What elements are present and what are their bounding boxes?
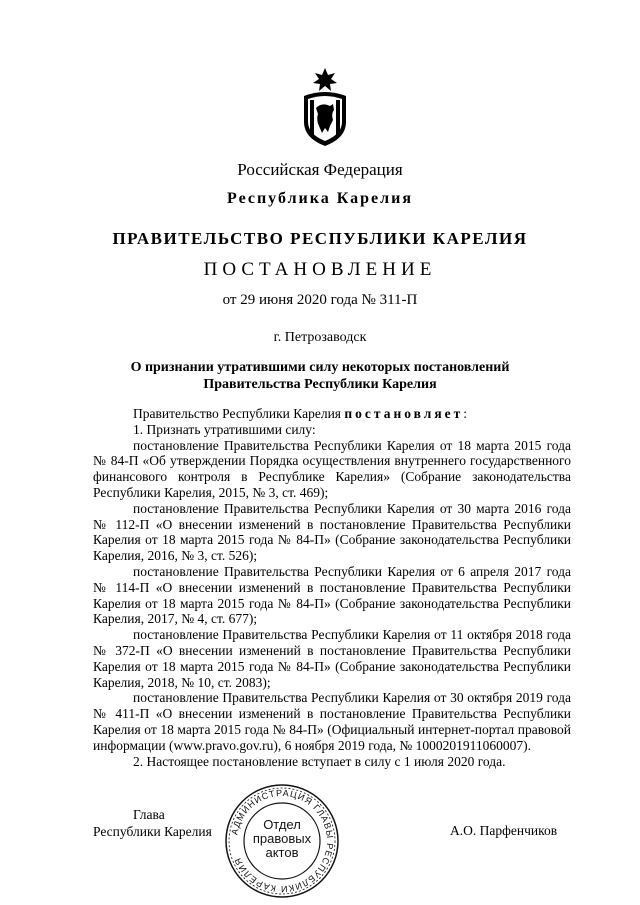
repealed-decree-paragraph: постановление Правительства Республики Карелия от 18 марта 2015 года № 84-П «Об утверждении Порядка осуществления внутреннего государственного финансового контроля в Республике Карелия» (Собрание законодательства Республики Карелия, 2015, № 3, ст. 469);: [93, 437, 571, 500]
coat-of-arms-emblem: [300, 66, 350, 148]
country-heading: Российская Федерация: [237, 160, 403, 179]
date-number-line: от 29 июня 2020 года № 311-П: [222, 292, 418, 308]
repealed-decree-paragraph: постановление Правительства Республики Карелия от 11 октября 2018 года № 372-П «О внесении изменений в постановление Правительства Республики Карелия от 18 марта 2015 года № 84-П» (Собрание законодательства Республики Карелия, 2018, № 10, ст. 2083);: [93, 627, 571, 690]
repealed-decree-paragraph: постановление Правительства Республики Карелия от 30 октября 2019 года № 411-П «О внесении изменений в постановление Правительства Республики Карелия от 18 марта 2015 года № 84-П» (Официальный интернет-портал правовой информации (www.pravo.gov.ru), 6 ноября 2019 года, № 1000201911060007).: [93, 690, 571, 753]
stamp-center-text: [251, 818, 313, 860]
repealed-decree-paragraph: постановление Правительства Республики Карелия от 6 апреля 2017 года № 114-П «О внесении изменений в постановление Правительства Республики Карелия от 18 марта 2015 года № 84-П» (Собрание законодательства Республики Карелия, 2017, № 4, ст. 677);: [93, 563, 571, 627]
subject-line-2: Правительства Республики Карелия: [203, 377, 437, 392]
government-heading: ПРАВИТЕЛЬСТВО РЕСПУБЛИКИ КАРЕЛИЯ: [112, 229, 528, 248]
stamp-line-3: актов: [265, 845, 299, 860]
intro-suffix: :: [463, 406, 468, 421]
intro-prefix: Правительство Республики Карелия: [133, 406, 345, 421]
intro-verb: постановляет: [344, 406, 464, 421]
stamp-line-1: Отдел: [263, 817, 301, 832]
intro-paragraph: [93, 406, 571, 422]
repealed-decree-paragraph: постановление Правительства Республики Карелия от 30 марта 2016 года № 112-П «О внесении изменений в постановление Правительства Республики Карелия от 18 марта 2015 года № 84-П» (Собрание законодательства Республики Карелия, 2016, № 3, ст. 526);: [93, 500, 571, 564]
document-subject: [0, 359, 640, 393]
signatory-name: А.О. Парфенчиков: [450, 823, 558, 838]
subject-line-1: О признании утратившими силу некоторых постановлений: [130, 360, 510, 375]
signatory-title-line-2: Республики Карелия: [93, 824, 212, 839]
signatory-title: [93, 806, 212, 840]
stamp-line-2: правовых: [252, 831, 312, 846]
document-type-heading: ПОСТАНОВЛЕНИЕ: [203, 259, 437, 280]
item-2: 2. Настоящее постановление вступает в силу с 1 июля 2020 года.: [133, 753, 506, 769]
item-1: 1. Признать утратившими силу:: [133, 421, 316, 437]
republic-heading: Республика Карелия: [227, 190, 413, 207]
stamp-ring-text: АДМИНИСТРАЦИЯ ГЛАВЫ РЕСПУБЛИКИ КАРЕЛИЯ: [229, 787, 336, 895]
star-icon: [313, 68, 337, 91]
signatory-title-line-1: Глава: [133, 807, 165, 822]
city-line: г. Петрозаводск: [273, 330, 367, 345]
document-body: [93, 406, 571, 769]
